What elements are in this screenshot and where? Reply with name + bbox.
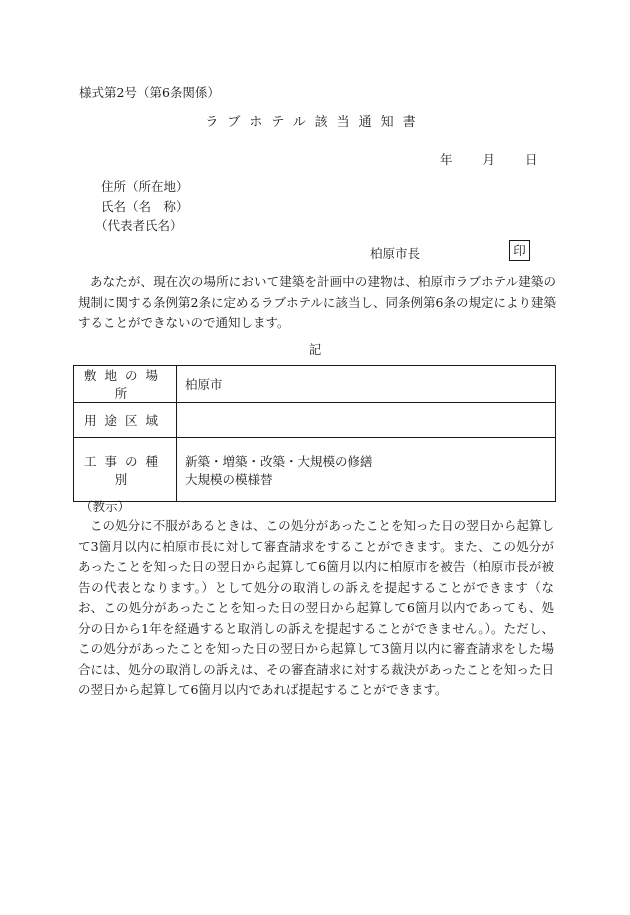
recipient-address-label: 住所（所在地）	[101, 179, 189, 194]
zoning-label: 用途区域	[74, 403, 177, 438]
date-day: 日	[525, 152, 538, 167]
zoning-value	[177, 403, 556, 438]
ki-heading: 記	[308, 342, 322, 357]
site-location-label: 敷地の場所	[74, 366, 177, 403]
work-type-line-1: 新築・増築・改築・大規模の修繕	[185, 453, 373, 469]
site-location-value: 柏原市	[177, 366, 556, 403]
work-type-line-2: 大規模の模様替	[185, 471, 273, 487]
form-number: 様式第2号（第6条関係）	[79, 85, 220, 100]
date-year: 年	[440, 152, 453, 167]
detail-table	[73, 365, 556, 502]
notice-label: （教示）	[80, 499, 131, 514]
body-paragraph: あなたが、現在次の場所において建築を計画中の建物は、柏原市ラブホテル建築の規制に関する条例第2条に定めるラブホテルに該当し、同条例第6条の規定により建築することができないので通知します。	[78, 274, 556, 330]
seal-box: 印	[509, 240, 530, 261]
recipient-name-label: 氏名（名 称）	[101, 199, 189, 214]
table-row	[74, 366, 556, 403]
recipient-representative-label: （代表者氏名）	[95, 218, 183, 233]
notice-paragraph: この処分に不服があるときは、この処分があったことを知った日の翌日から起算して3箇月以内に柏原市長に対して審査請求をすることができます。また、この処分があったことを知った日の翌日から起算して6箇月以内に柏原市を被告（柏原市長が被告の代表となります。）として処分の取消しの訴えを提起することができます（なお、この処分があったことを知った日の翌日から起算して6箇月以内であっても、処分の日から1年を経過すると取消しの訴えを提起することができません。）。ただし、この処分があったことを知った日の翌日から起算して3箇月以内に審査請求をした場合には、処分の取消しの訴えは、その審査請求に対する裁決があったことを知った日の翌日から起算して6箇月以内であれば提起することができます。	[78, 518, 554, 697]
date-line	[440, 150, 538, 168]
document-title: ラブホテル該当通知書	[205, 115, 425, 130]
work-type-value	[177, 438, 556, 502]
work-type-label: 工事の種別	[74, 438, 177, 502]
table-row	[74, 438, 556, 502]
table-row	[74, 403, 556, 438]
issuer-name: 柏原市長	[370, 246, 421, 261]
date-month: 月	[482, 152, 496, 167]
